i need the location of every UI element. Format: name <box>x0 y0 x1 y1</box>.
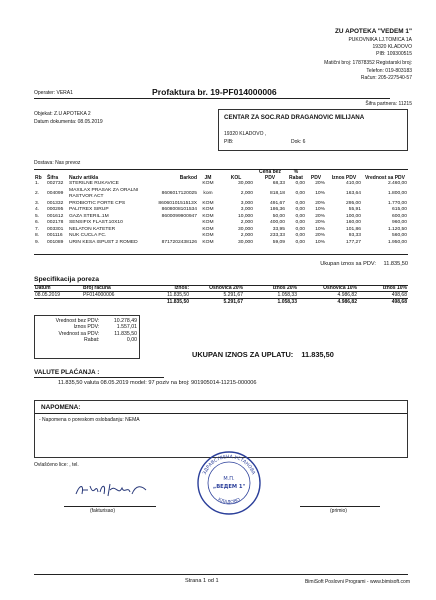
summary-box <box>34 315 140 359</box>
summary-table <box>35 318 139 344</box>
item-cell: 0,00 <box>295 213 305 219</box>
item-cell: URIN KESA ISPUST 2 ROMED <box>69 239 138 245</box>
item-cell: 3,000 <box>240 207 253 213</box>
stamp-mp: М.П. <box>223 476 235 482</box>
payment-line: 11.835,50 valuta 08.05.2019 model: 97 poziv na broj: 901905014-11215-000006 <box>58 380 257 386</box>
buyer-city: 19320 KLADOVO , <box>224 131 267 137</box>
item-cell: 615,00 <box>392 207 407 213</box>
col-cena: Cena bez PDV <box>259 169 281 181</box>
item-cell: 491,67 <box>270 200 285 206</box>
item-cell: 30,000 <box>238 239 253 245</box>
item-cell: 8600099900947 <box>161 213 197 219</box>
svg-text:КЛАДОВО <box>217 497 242 506</box>
item-cell: KOM <box>202 213 214 219</box>
item-cell: 1. <box>35 181 40 187</box>
buyer-dok: Dok: 6 <box>291 139 306 145</box>
item-cell: NUK CUCLA FC. <box>69 233 107 239</box>
col-vrednost: Vrednost sa PDV <box>364 174 405 181</box>
summary-value: 0,00 <box>126 337 137 344</box>
item-cell: 20% <box>315 200 325 206</box>
software-credit: BimiSoft Poslovni Programi - www.bimisoft.com <box>304 579 410 585</box>
stamp-top-text: ЗДРАВСТВЕНА УСТАНОВА <box>202 454 256 476</box>
item-cell: 101,86 <box>346 226 361 232</box>
item-cell: 3. <box>35 200 40 206</box>
item-cell: 4. <box>35 207 40 213</box>
item-cell: 7. <box>35 226 40 232</box>
item-cell: 20% <box>315 233 325 239</box>
item-cell: 8. <box>35 233 40 239</box>
payment-rule <box>34 377 164 378</box>
item-cell: 410,00 <box>346 181 361 187</box>
item-cell: 30,000 <box>238 226 253 232</box>
item-cell: 0,00 <box>295 239 305 245</box>
summary-label: Vrednost bez PDV: <box>55 318 100 324</box>
tax-col-datum: Datum <box>35 285 51 291</box>
item-cell: GAZA STERIL.1M <box>69 213 109 219</box>
item-cell: 177,27 <box>346 239 361 245</box>
tax-col-osn10: Osnovica 10% <box>323 285 357 291</box>
item-cell: 1.800,00 <box>387 190 407 196</box>
company-city: 19320 KLADOVO <box>372 44 412 50</box>
item-cell: 2.460,00 <box>387 181 407 187</box>
item-cell: 2,000 <box>240 190 253 196</box>
item-cell: 001332 <box>47 200 64 206</box>
tax-cell: 4.986,82 <box>337 292 357 298</box>
item-cell: 5. <box>35 213 40 219</box>
item-cell: KOM <box>202 181 214 187</box>
signature-scribble <box>72 480 152 500</box>
item-cell: KOM <box>202 207 214 213</box>
summary-row <box>35 337 139 343</box>
authorized-person: Ovlašćeno lice: , tel. <box>34 462 79 468</box>
signature-line-right <box>300 506 380 507</box>
summary-value: 1.557,01 <box>116 324 137 331</box>
tax-total: 4.986,82 <box>337 299 357 305</box>
item-cell: PALITREX SIRUP <box>69 207 109 213</box>
item-cell: 163,64 <box>346 190 361 196</box>
item-cell: 8608008101534 <box>161 207 197 213</box>
page-number: Strana 1 od 1 <box>185 578 219 584</box>
item-cell: NELATON KATETER <box>69 226 116 232</box>
item-cell: 10% <box>315 190 325 196</box>
partner-code: Šifra partnera: 11215 <box>365 101 412 107</box>
summary-label: Vrednost sa PDV: <box>58 330 100 337</box>
item-cell: 20% <box>315 181 325 187</box>
item-cell: 100,00 <box>346 213 361 219</box>
stamp-bottom-text: КЛАДОВО <box>216 497 242 506</box>
tax-total: 1.058,33 <box>277 299 297 305</box>
tax-totals-row <box>34 299 408 306</box>
item-cell: STERILNE RUKAVICE <box>69 181 119 187</box>
tax-total: 5.291,67 <box>223 299 243 305</box>
tax-cell: 11.835,50 <box>167 292 189 298</box>
item-cell: 10% <box>315 226 325 232</box>
notes-text: - Napomena o poreskom oslobađanju: NEMA <box>39 417 140 423</box>
buyer-pib: PIB: <box>224 139 234 145</box>
company-pib: PIB: 109300515 <box>376 51 412 57</box>
item-cell: KOM <box>202 200 214 206</box>
signature <box>72 480 152 500</box>
tax-cell: 498,68 <box>391 292 407 298</box>
items-table <box>34 170 408 246</box>
summary-value: 11.835,50 <box>114 330 137 337</box>
item-cell: 20% <box>315 220 325 226</box>
title-rule <box>34 98 390 99</box>
summary-label: Iznos PDV: <box>73 324 100 331</box>
item-cell: 0,00 <box>295 181 305 187</box>
buyer-name: CENTAR ZA SOC.RAD DRAGANOVIC MILIJANA <box>224 114 365 121</box>
item-cell: 2. <box>35 190 40 196</box>
item-cell: 001116 <box>47 233 63 239</box>
item-cell: MAXILAX PRASAK ZA ORALNI RASTVOR ACT <box>69 187 139 200</box>
item-cell: 2,000 <box>240 233 253 239</box>
doc-date: Datum dokumenta: 08.05.2019 <box>34 119 103 125</box>
tax-total: 498,68 <box>391 299 407 305</box>
item-cell: 1.120,50 <box>387 226 407 232</box>
tax-col-broj: Broj računa <box>83 285 111 291</box>
item-cell: 002732 <box>47 181 64 187</box>
signature-caption-right: (primio) <box>330 508 347 514</box>
tax-row <box>34 292 408 299</box>
col-rb: Rb <box>35 174 42 181</box>
stamp-name: „ВЕДЕМ 1" <box>212 484 246 490</box>
item-cell: 30,000 <box>238 181 253 187</box>
item-cell: 002178 <box>47 220 64 226</box>
item-cell: SENSIFIX FLAST.10X10 <box>69 220 123 226</box>
signature-caption-left: (fakturisao) <box>90 508 116 514</box>
grand-total-label: UKUPAN IZNOS ZA UPLATU: <box>192 350 294 359</box>
item-cell: 600,00 <box>392 213 407 219</box>
delivery: Dostava: Nas prevoz <box>34 160 81 166</box>
item-cell: 160,00 <box>346 220 361 226</box>
item-cell: kom <box>203 190 213 196</box>
item-cell: 000295 <box>47 207 64 213</box>
summary-label: Rabat: <box>84 337 100 344</box>
item-cell: 0,00 <box>295 207 305 213</box>
item-cell: KOM <box>202 226 214 232</box>
item-cell: 004099 <box>47 190 64 196</box>
item-cell: 20% <box>315 213 325 219</box>
col-pdv: PDV <box>310 174 322 181</box>
col-naziv: Naziv artikla <box>69 174 99 181</box>
footer-rule <box>34 574 408 575</box>
item-cell: 0,00 <box>295 226 305 232</box>
tax-table <box>34 285 408 305</box>
tax-cell: PF014000006 <box>83 292 115 298</box>
item-cell: 8606010151513X <box>158 200 197 206</box>
tax-col-izn10: Iznos 10% <box>382 285 407 291</box>
svg-text:ЗДРАВСТВЕНА УСТАНОВА <box>202 454 257 476</box>
item-cell: 400,00 <box>270 220 285 226</box>
item-cell: 1.770,00 <box>387 200 407 206</box>
items-header-row <box>34 170 408 181</box>
tax-title: Specifikacija poreza <box>34 276 99 283</box>
col-iznos-pdv: Iznos PDV <box>331 174 357 181</box>
tax-col-izn20: Iznos 20% <box>272 285 297 291</box>
company-name: ZU APOTEKA "VEDEM 1" <box>335 28 412 35</box>
col-rabat: % Rabat <box>289 169 303 181</box>
company-registry: Matični broj: 17878352 Registarski broj: <box>324 60 412 66</box>
operator: Operater: VERA1 <box>34 90 73 96</box>
tax-cell: 5.291,67 <box>223 292 243 298</box>
company-phone: Telefon: 019-803183 <box>366 68 412 74</box>
company-address: PUKOVNIKA LJ.TOMICA 1A <box>348 37 412 43</box>
item-cell: 295,00 <box>346 200 361 206</box>
item-cell: 1.950,00 <box>387 239 407 245</box>
item-cell: 0,00 <box>295 220 305 226</box>
tax-header-row <box>34 285 408 292</box>
tax-col-iznos: Iznos: <box>174 285 189 291</box>
notes-rule <box>35 413 407 414</box>
item-cell: 560,00 <box>392 233 407 239</box>
item-cell: 59,09 <box>272 239 285 245</box>
unpaid-total: 11.835,50 <box>383 261 408 267</box>
item-cell: KOM <box>202 239 214 245</box>
item-cell: 3,000 <box>240 200 253 206</box>
item-cell: 2,000 <box>240 220 253 226</box>
item-cell: 818,18 <box>270 190 285 196</box>
item-row <box>34 188 408 201</box>
item-cell: 186,36 <box>270 207 285 213</box>
item-cell: 0,00 <box>295 190 305 196</box>
grand-total-line <box>192 350 334 359</box>
stamp-circle <box>196 450 262 516</box>
item-cell: 55,91 <box>348 207 361 213</box>
item-cell: 10% <box>315 239 325 245</box>
item-cell: 233,33 <box>270 233 285 239</box>
stamp <box>196 450 262 516</box>
document-title: Profaktura br. 19-PF014000006 <box>152 87 277 97</box>
item-cell: 68,33 <box>272 181 285 187</box>
summary-value: 10.278,49 <box>113 318 137 324</box>
item-cell: 0,00 <box>295 200 305 206</box>
item-cell: KOM <box>202 233 214 239</box>
unpaid-total-line <box>320 261 408 268</box>
item-cell: 001089 <box>47 239 64 245</box>
item-cell: 8717202438126 <box>161 239 197 245</box>
tax-col-osn20: Osnovica 20% <box>209 285 243 291</box>
unpaid-label: Ukupan iznos sa PDV: <box>320 261 376 267</box>
payment-title: VALUTE PLAĆANJA : <box>34 369 100 376</box>
item-cell: 93,33 <box>348 233 361 239</box>
object: Objekat: Z.U APOTEKA 2 <box>34 111 91 117</box>
items-bottom-rule <box>34 254 408 255</box>
item-cell: 003301 <box>47 226 64 232</box>
col-sifra: Šifra <box>47 174 59 181</box>
buyer-box <box>218 109 408 151</box>
item-cell: 0,00 <box>295 233 305 239</box>
item-cell: 001612 <box>47 213 64 219</box>
notes-title: NAPOMENA: <box>41 404 81 411</box>
grand-total-value: 11.835,50 <box>301 350 334 359</box>
col-kol: KOL <box>230 174 242 181</box>
item-cell: 50,00 <box>272 213 285 219</box>
tax-total: 11.835,50 <box>167 299 189 305</box>
tax-cell: 08.05.2019 <box>35 292 61 298</box>
col-jm: JM <box>204 174 212 181</box>
item-cell: 8606017120025 <box>161 190 197 196</box>
item-cell: 33,95 <box>272 226 285 232</box>
item-cell: 960,00 <box>392 220 407 226</box>
item-cell: 10,000 <box>238 213 253 219</box>
item-cell: KOM <box>202 220 214 226</box>
item-cell: PROBIOTIC FORTE CPS <box>69 200 126 206</box>
item-cell: 10% <box>315 207 325 213</box>
col-barkod: Barkod <box>179 174 197 181</box>
signature-line-left <box>64 506 156 507</box>
company-account: Račun: 205-227540-57 <box>360 75 412 81</box>
item-row <box>34 240 408 247</box>
item-cell: 9. <box>35 239 40 245</box>
item-cell: 6. <box>35 220 40 226</box>
tax-cell: 1.058,33 <box>277 292 297 298</box>
